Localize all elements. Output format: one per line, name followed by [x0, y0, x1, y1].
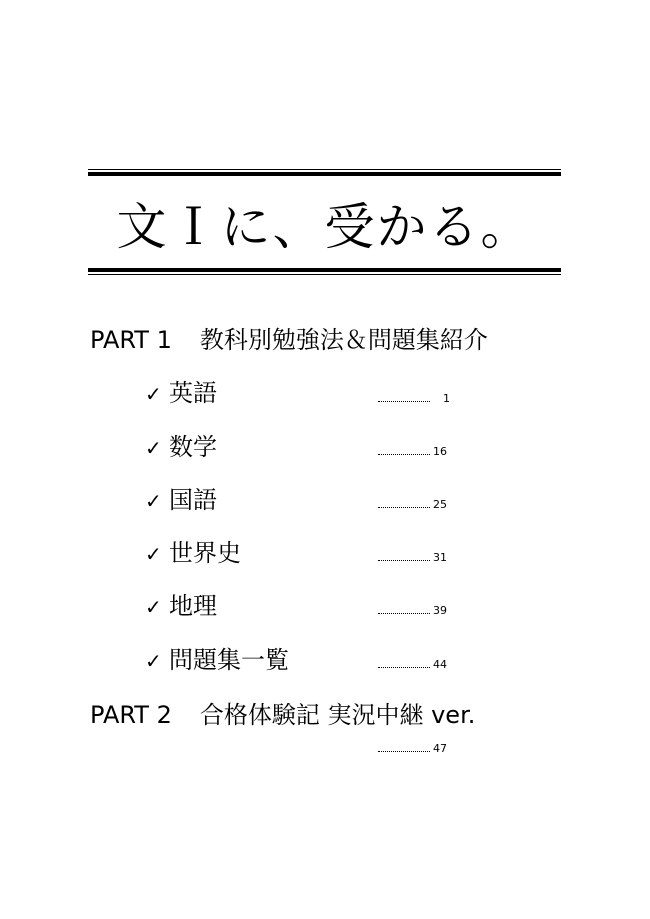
page-number: 25	[433, 498, 447, 511]
dot-leader	[378, 445, 430, 455]
dot-leader	[378, 742, 430, 752]
toc-item-label: 数学	[169, 433, 217, 461]
toc-item-problem-books	[145, 645, 289, 676]
page-number: 31	[433, 551, 447, 564]
toc-item-english	[145, 378, 217, 409]
dot-leader	[378, 498, 430, 508]
page-number: 47	[433, 742, 447, 755]
toc-item-math	[145, 432, 217, 463]
part2-title: 合格体験記 実況中継 ver.	[199, 701, 476, 729]
page-number: 1	[443, 392, 450, 405]
dot-leader	[378, 551, 430, 561]
part1-heading	[90, 325, 488, 355]
title-bottom-rule	[88, 268, 561, 275]
toc-leader-world-history	[378, 551, 447, 565]
toc-item-label: 世界史	[169, 539, 241, 567]
toc-item-label: 国語	[169, 486, 217, 514]
title-top-rule	[88, 169, 561, 176]
toc-leader-problem-books	[378, 658, 447, 672]
toc-leader-japanese	[378, 498, 447, 512]
toc-leader-math	[378, 445, 447, 459]
toc-item-japanese	[145, 485, 217, 516]
check-icon: ✓	[145, 489, 162, 513]
toc-item-label: 問題集一覧	[169, 646, 289, 674]
part1-title: 教科別勉強法＆問題集紹介	[199, 326, 488, 354]
toc-leader-part2	[378, 742, 447, 756]
check-icon: ✓	[145, 595, 162, 619]
dot-leader	[378, 392, 430, 402]
toc-leader-geography	[378, 604, 447, 618]
dot-leader	[378, 604, 430, 614]
page-number: 39	[433, 604, 447, 617]
toc-item-world-history	[145, 538, 241, 569]
check-icon: ✓	[145, 542, 162, 566]
check-icon: ✓	[145, 382, 162, 406]
part2-label: PART 2	[90, 701, 172, 729]
toc-item-label: 地理	[169, 592, 217, 620]
page-number: 44	[433, 658, 447, 671]
part2-heading	[90, 700, 475, 730]
page-title: 文Ｉに、受かる。	[116, 198, 533, 256]
page-number: 16	[433, 445, 447, 458]
check-icon: ✓	[145, 649, 162, 673]
toc-item-geography	[145, 591, 217, 622]
part1-label: PART 1	[90, 326, 172, 354]
dot-leader	[378, 658, 430, 668]
toc-item-label: 英語	[169, 379, 217, 407]
toc-leader-english	[378, 392, 450, 406]
check-icon: ✓	[145, 436, 162, 460]
